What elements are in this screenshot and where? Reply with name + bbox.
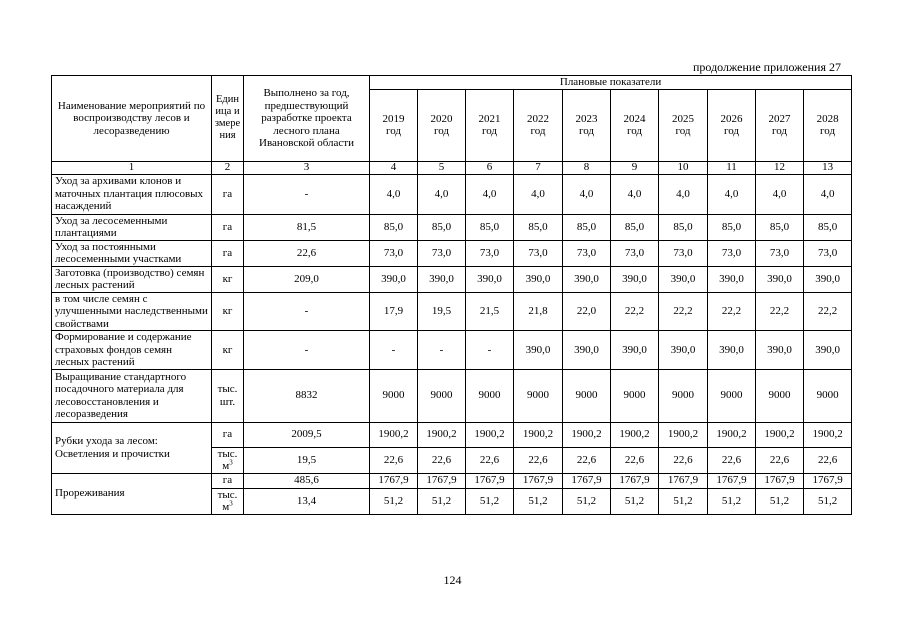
plan-value: 22,6 (756, 447, 804, 473)
plan-value: 22,6 (418, 447, 466, 473)
column-number: 5 (418, 161, 466, 174)
plan-value: 51,2 (708, 488, 756, 514)
previous-year-value: 22,6 (244, 240, 370, 266)
header-year: 2022 год (514, 89, 563, 161)
plan-value: 22,6 (466, 447, 514, 473)
unit-cell (212, 473, 244, 488)
header-year: 2026 год (708, 89, 756, 161)
plan-value: 9000 (708, 369, 756, 422)
unit-cell: тыс. шт. (212, 369, 244, 422)
header-activity-name: Наименование мероприятий по воспроизводству лесов и лесоразведению (52, 76, 212, 162)
plan-value: 4,0 (611, 174, 659, 214)
column-number: 12 (756, 161, 804, 174)
column-number: 3 (244, 161, 370, 174)
header-year: 2025 год (659, 89, 708, 161)
plan-value: 51,2 (611, 488, 659, 514)
plan-value: 1767,9 (466, 473, 514, 488)
plan-value: 22,6 (708, 447, 756, 473)
plan-value: 85,0 (418, 214, 466, 240)
plan-value: 73,0 (708, 240, 756, 266)
column-number: 6 (466, 161, 514, 174)
plan-value: 22,6 (611, 447, 659, 473)
plan-value: 390,0 (659, 266, 708, 292)
previous-year-value: 81,5 (244, 214, 370, 240)
plan-value: 9000 (514, 369, 563, 422)
plan-value: 9000 (611, 369, 659, 422)
plan-value: 390,0 (708, 331, 756, 370)
plan-value: 1900,2 (611, 422, 659, 447)
plan-value: 390,0 (418, 266, 466, 292)
activity-name: Рубки ухода за лесом: Осветления и прочистки (52, 422, 212, 473)
previous-year-value: - (244, 331, 370, 370)
plan-value: 4,0 (756, 174, 804, 214)
plan-value: 390,0 (563, 266, 611, 292)
plan-value: 1767,9 (756, 473, 804, 488)
plan-value: 390,0 (370, 266, 418, 292)
plan-value: 390,0 (756, 266, 804, 292)
plan-value: 22,6 (659, 447, 708, 473)
plan-value: 1900,2 (514, 422, 563, 447)
plan-value: 51,2 (370, 488, 418, 514)
activity-name: Уход за архивами клонов и маточных плантация плюсовых насаждений (52, 174, 212, 214)
previous-year-value: 209,0 (244, 266, 370, 292)
column-number: 13 (804, 161, 852, 174)
plan-value: 51,2 (418, 488, 466, 514)
table-row (52, 174, 852, 214)
activity-name: Формирование и содержание страховых фондов семян лесных растений (52, 331, 212, 370)
plan-value: 4,0 (418, 174, 466, 214)
unit-cell: га (212, 174, 244, 214)
unit-cell: кг (212, 292, 244, 331)
plan-value: 22,6 (804, 447, 852, 473)
plan-value: 21,8 (514, 292, 563, 331)
plan-value: 85,0 (804, 214, 852, 240)
plan-value: 22,0 (563, 292, 611, 331)
plan-value: 85,0 (756, 214, 804, 240)
table-row (52, 292, 852, 331)
plan-value: 51,2 (466, 488, 514, 514)
appendix-caption: продолжение приложения 27 (693, 60, 841, 74)
plan-value: 4,0 (563, 174, 611, 214)
plan-value: 1900,2 (563, 422, 611, 447)
activity-name: Заготовка (производство) семян лесных растений (52, 266, 212, 292)
plan-value: 9000 (756, 369, 804, 422)
column-number: 2 (212, 161, 244, 174)
header-year: 2021 год (466, 89, 514, 161)
plan-value: 22,2 (611, 292, 659, 331)
plan-value: - (466, 331, 514, 370)
plan-value: 73,0 (756, 240, 804, 266)
plan-value: 9000 (466, 369, 514, 422)
unit-superscript: 3 (229, 458, 233, 467)
previous-year-value: 19,5 (244, 447, 370, 473)
plan-value: 51,2 (756, 488, 804, 514)
plan-value: 51,2 (659, 488, 708, 514)
reforestation-plan-table (51, 75, 852, 515)
table-row (52, 214, 852, 240)
plan-value: 21,5 (466, 292, 514, 331)
unit-cell: кг (212, 331, 244, 370)
table-row (52, 266, 852, 292)
plan-value: 1767,9 (563, 473, 611, 488)
plan-value: 4,0 (804, 174, 852, 214)
unit-cell: га (212, 240, 244, 266)
column-number: 7 (514, 161, 563, 174)
plan-value: 51,2 (563, 488, 611, 514)
table-row (52, 473, 852, 488)
header-year: 2027 год (756, 89, 804, 161)
plan-value: 1767,9 (708, 473, 756, 488)
previous-year-value: 13,4 (244, 488, 370, 514)
plan-value: 85,0 (466, 214, 514, 240)
plan-value: 9000 (370, 369, 418, 422)
plan-value: 390,0 (514, 331, 563, 370)
plan-value: 85,0 (563, 214, 611, 240)
plan-value: 85,0 (708, 214, 756, 240)
plan-value: 1767,9 (418, 473, 466, 488)
column-number: 11 (708, 161, 756, 174)
plan-value: - (370, 331, 418, 370)
plan-value: 4,0 (708, 174, 756, 214)
plan-value: 1767,9 (514, 473, 563, 488)
plan-value: 390,0 (563, 331, 611, 370)
plan-value: 51,2 (804, 488, 852, 514)
plan-value: 22,6 (563, 447, 611, 473)
unit-text: га (222, 474, 233, 487)
plan-value: 19,5 (418, 292, 466, 331)
unit-cell (212, 447, 244, 473)
plan-value: 390,0 (804, 266, 852, 292)
previous-year-value: - (244, 174, 370, 214)
plan-value: 73,0 (804, 240, 852, 266)
activity-name: Уход за постоянными лесосеменными участками (52, 240, 212, 266)
column-number: 8 (563, 161, 611, 174)
activity-name: Прореживания (52, 473, 212, 514)
plan-value: 73,0 (466, 240, 514, 266)
header-year: 2019 год (370, 89, 418, 161)
table-body (52, 174, 852, 514)
plan-value: 73,0 (514, 240, 563, 266)
previous-year-value: - (244, 292, 370, 331)
activity-name: Уход за лесосеменными плантациями (52, 214, 212, 240)
plan-value: 1767,9 (804, 473, 852, 488)
plan-value: 1767,9 (659, 473, 708, 488)
plan-value: 9000 (659, 369, 708, 422)
plan-value: 85,0 (370, 214, 418, 240)
plan-value: 51,2 (514, 488, 563, 514)
unit-text: тыс. м (217, 447, 238, 472)
column-number: 10 (659, 161, 708, 174)
unit-cell: кг (212, 266, 244, 292)
previous-year-value: 8832 (244, 369, 370, 422)
previous-year-value: 2009,5 (244, 422, 370, 447)
unit-text: га (222, 428, 233, 441)
unit-cell (212, 422, 244, 447)
plan-value: 85,0 (611, 214, 659, 240)
plan-value: 73,0 (563, 240, 611, 266)
table-row (52, 331, 852, 370)
plan-value: 9000 (418, 369, 466, 422)
plan-value: 9000 (804, 369, 852, 422)
plan-value: 22,2 (708, 292, 756, 331)
page-number: 124 (443, 573, 462, 587)
plan-value: 22,2 (659, 292, 708, 331)
plan-value: 1767,9 (370, 473, 418, 488)
activity-name: в том числе семян с улучшенными наследственными свойствами (52, 292, 212, 331)
plan-value: 390,0 (756, 331, 804, 370)
plan-value: 9000 (563, 369, 611, 422)
plan-value: 1900,2 (370, 422, 418, 447)
unit-superscript: 3 (229, 499, 233, 508)
plan-value: 390,0 (611, 266, 659, 292)
plan-value: 22,2 (756, 292, 804, 331)
column-number: 1 (52, 161, 212, 174)
table-row (52, 422, 852, 447)
header-previous-year: Выполнено за год, предшествующий разработке проекта лесного плана Ивановской области (244, 76, 370, 162)
plan-value: 85,0 (659, 214, 708, 240)
plan-value: 1900,2 (466, 422, 514, 447)
header-year: 2024 год (611, 89, 659, 161)
plan-value: 1767,9 (611, 473, 659, 488)
column-number: 4 (370, 161, 418, 174)
header-planned-indicators: Плановые показатели (370, 76, 852, 90)
plan-value: 22,6 (514, 447, 563, 473)
plan-value: 4,0 (466, 174, 514, 214)
plan-value: 4,0 (370, 174, 418, 214)
plan-value: 390,0 (804, 331, 852, 370)
header-year: 2023 год (563, 89, 611, 161)
unit-cell (212, 488, 244, 514)
plan-value: 73,0 (659, 240, 708, 266)
column-number: 9 (611, 161, 659, 174)
plan-value: 73,0 (418, 240, 466, 266)
table-row (52, 240, 852, 266)
unit-cell: га (212, 214, 244, 240)
plan-value: 390,0 (466, 266, 514, 292)
plan-value: 1900,2 (659, 422, 708, 447)
plan-value: 390,0 (659, 331, 708, 370)
plan-value: 85,0 (514, 214, 563, 240)
activity-name: Выращивание стандартного посадочного материала для лесовосстановления и лесоразведения (52, 369, 212, 422)
plan-value: 390,0 (514, 266, 563, 292)
table-row (52, 369, 852, 422)
header-unit: Единица измерения (212, 76, 244, 162)
plan-value: 1900,2 (756, 422, 804, 447)
plan-value: 1900,2 (708, 422, 756, 447)
plan-value: 17,9 (370, 292, 418, 331)
plan-value: 4,0 (514, 174, 563, 214)
plan-value: 390,0 (708, 266, 756, 292)
plan-value: 4,0 (659, 174, 708, 214)
plan-value: 1900,2 (418, 422, 466, 447)
plan-value: - (418, 331, 466, 370)
plan-value: 73,0 (370, 240, 418, 266)
plan-value: 22,2 (804, 292, 852, 331)
header-year: 2028 год (804, 89, 852, 161)
plan-value: 73,0 (611, 240, 659, 266)
plan-value: 22,6 (370, 447, 418, 473)
column-number-row (52, 161, 852, 174)
plan-value: 1900,2 (804, 422, 852, 447)
plan-value: 390,0 (611, 331, 659, 370)
unit-text: тыс. м (217, 488, 238, 513)
previous-year-value: 485,6 (244, 473, 370, 488)
header-year: 2020 год (418, 89, 466, 161)
